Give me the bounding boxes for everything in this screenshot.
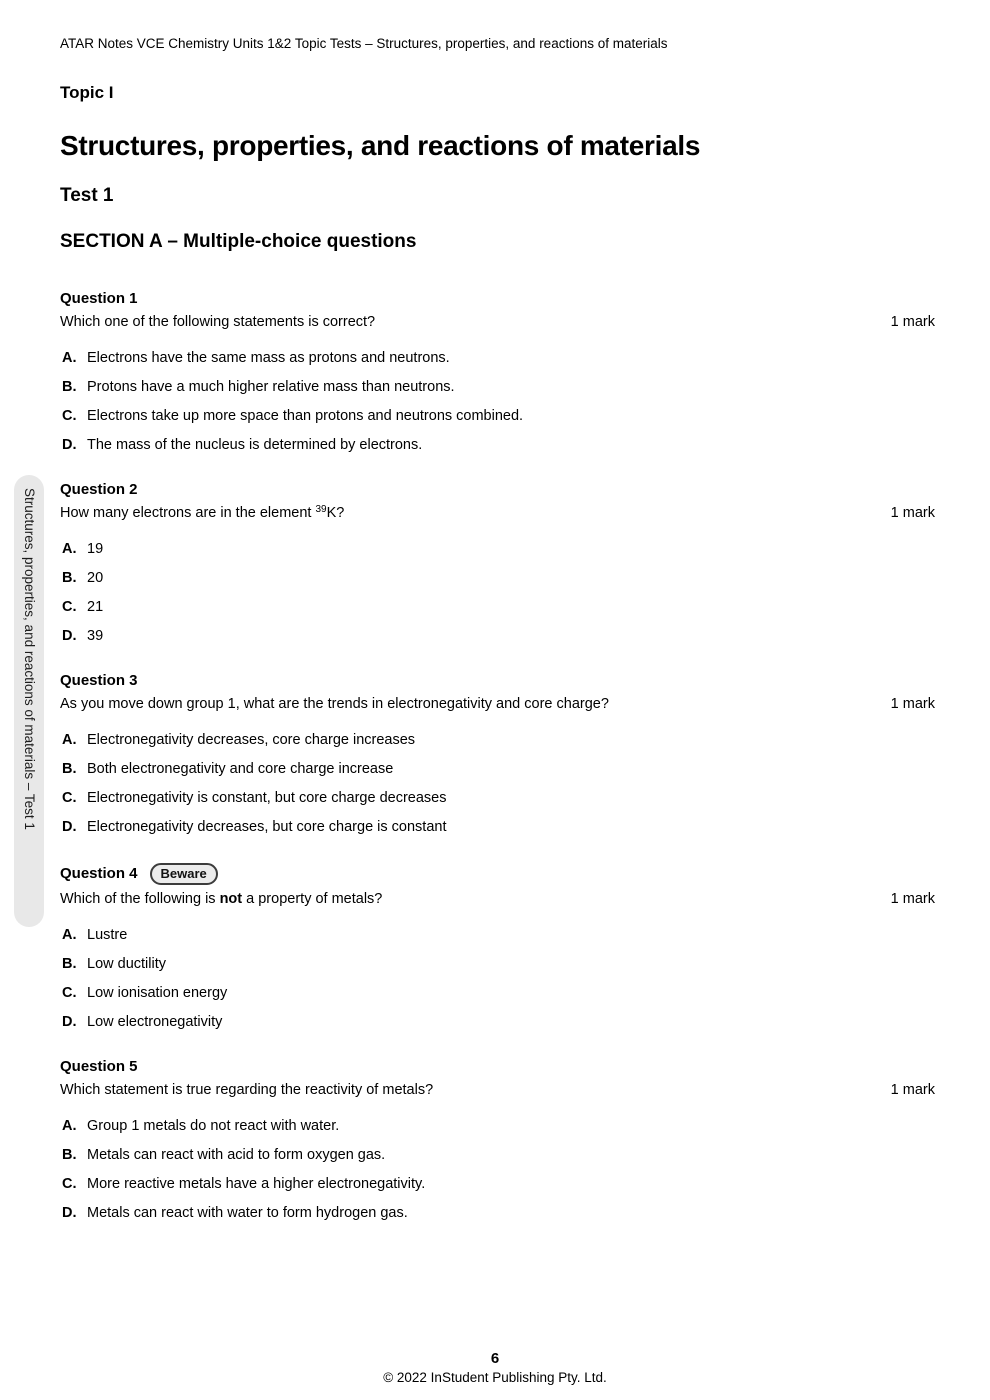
option-letter: C. bbox=[62, 408, 77, 424]
prompt-text: Which of the following is bbox=[60, 891, 220, 907]
option-row bbox=[62, 1117, 935, 1136]
question-prompt-row bbox=[60, 890, 935, 909]
option-text: 19 bbox=[87, 541, 104, 557]
option-text: Electronegativity decreases, core charge increases bbox=[87, 732, 416, 748]
marks-label: 1 mark bbox=[890, 696, 935, 712]
question-number: Question 2 bbox=[60, 481, 138, 498]
question-number: Question 4 bbox=[60, 865, 138, 882]
question-prompt-row bbox=[60, 313, 935, 332]
option-row bbox=[62, 818, 935, 837]
option-text: Both electronegativity and core charge increase bbox=[87, 761, 394, 777]
option-letter: B. bbox=[62, 570, 77, 586]
question-block bbox=[60, 672, 935, 837]
page-number: 6 bbox=[490, 1350, 500, 1367]
option-row bbox=[62, 627, 935, 646]
question-block bbox=[60, 481, 935, 646]
sidebar-tab-label: Structures, properties, and reactions of materials – Test 1 bbox=[22, 488, 37, 830]
option-letter: D. bbox=[62, 437, 77, 453]
option-list bbox=[62, 926, 935, 1032]
option-text: Low ionisation energy bbox=[87, 985, 228, 1001]
option-row bbox=[62, 436, 935, 455]
prompt-bold-word: not bbox=[219, 891, 243, 907]
option-text: Electrons have the same mass as protons and neutrons. bbox=[87, 350, 450, 366]
option-row bbox=[62, 598, 935, 617]
option-row bbox=[62, 926, 935, 945]
option-text: 39 bbox=[87, 628, 104, 644]
option-text: Low ductility bbox=[87, 956, 166, 972]
question-prompt bbox=[60, 504, 344, 523]
option-text: 20 bbox=[87, 570, 104, 586]
option-letter: A. bbox=[62, 732, 77, 748]
question-prompt-row bbox=[60, 695, 935, 714]
question-label bbox=[60, 481, 935, 499]
question-prompt: As you move down group 1, what are the trends in electronegativity and core charge? bbox=[60, 696, 609, 712]
option-list bbox=[62, 731, 935, 837]
option-list bbox=[62, 540, 935, 646]
option-letter: B. bbox=[62, 1147, 77, 1163]
question-label bbox=[60, 1058, 935, 1076]
option-text: Metals can react with water to form hydrogen gas. bbox=[87, 1205, 408, 1221]
option-letter: B. bbox=[62, 956, 77, 972]
option-row bbox=[62, 1146, 935, 1165]
prompt-text: How many electrons are in the element bbox=[60, 505, 316, 521]
marks-label: 1 mark bbox=[890, 891, 935, 907]
question-list bbox=[60, 290, 935, 1223]
option-letter: D. bbox=[62, 819, 77, 835]
page-footer bbox=[0, 1350, 990, 1386]
page-title: Structures, properties, and reactions of materials bbox=[60, 130, 701, 161]
option-text: Low electronegativity bbox=[87, 1014, 223, 1030]
question-prompt-row bbox=[60, 504, 935, 523]
option-letter: A. bbox=[62, 927, 77, 943]
option-letter: D. bbox=[62, 628, 77, 644]
option-letter: D. bbox=[62, 1205, 77, 1221]
option-letter: C. bbox=[62, 985, 77, 1001]
option-text: Lustre bbox=[87, 927, 128, 943]
option-row bbox=[62, 569, 935, 588]
option-text: Metals can react with acid to form oxygen gas. bbox=[87, 1147, 386, 1163]
option-letter: A. bbox=[62, 350, 77, 366]
option-text: Electrons take up more space than protons and neutrons combined. bbox=[87, 408, 524, 424]
option-row bbox=[62, 407, 935, 426]
option-row bbox=[62, 1204, 935, 1223]
marks-label: 1 mark bbox=[890, 1082, 935, 1098]
prompt-text: a property of metals? bbox=[242, 891, 383, 907]
question-block bbox=[60, 863, 935, 1032]
option-row bbox=[62, 731, 935, 750]
question-number: Question 5 bbox=[60, 1058, 138, 1075]
question-number: Question 1 bbox=[60, 290, 138, 307]
option-letter: C. bbox=[62, 1176, 77, 1192]
marks-label: 1 mark bbox=[890, 314, 935, 330]
section-heading: SECTION A – Multiple-choice questions bbox=[60, 231, 417, 252]
question-prompt-row bbox=[60, 1081, 935, 1100]
option-text: The mass of the nucleus is determined by electrons. bbox=[87, 437, 423, 453]
option-row bbox=[62, 1013, 935, 1032]
option-text: Group 1 metals do not react with water. bbox=[87, 1118, 340, 1134]
option-letter: A. bbox=[62, 1118, 77, 1134]
option-row bbox=[62, 984, 935, 1003]
option-letter: A. bbox=[62, 541, 77, 557]
option-row bbox=[62, 789, 935, 808]
question-label bbox=[60, 672, 935, 690]
test-heading: Test 1 bbox=[60, 185, 114, 206]
option-row bbox=[62, 540, 935, 559]
option-letter: C. bbox=[62, 790, 77, 806]
section-sidebar-tab bbox=[14, 475, 44, 927]
copyright-notice: © 2022 InStudent Publishing Pty. Ltd. bbox=[383, 1370, 607, 1385]
option-text: 21 bbox=[87, 599, 104, 615]
option-row bbox=[62, 349, 935, 368]
marks-label: 1 mark bbox=[890, 505, 935, 521]
question-number: Question 3 bbox=[60, 672, 138, 689]
topic-heading: Topic I bbox=[60, 83, 114, 102]
question-prompt: Which one of the following statements is correct? bbox=[60, 314, 376, 330]
option-text: Protons have a much higher relative mass than neutrons. bbox=[87, 379, 455, 395]
option-row bbox=[62, 378, 935, 397]
question-prompt bbox=[60, 890, 382, 909]
option-row bbox=[62, 1175, 935, 1194]
option-text: Electronegativity decreases, but core charge is constant bbox=[87, 819, 447, 835]
option-list bbox=[62, 349, 935, 455]
question-block bbox=[60, 1058, 935, 1223]
running-header: ATAR Notes VCE Chemistry Units 1&2 Topic Tests – Structures, properties, and reactions of materials bbox=[60, 36, 668, 51]
option-letter: B. bbox=[62, 761, 77, 777]
question-prompt: Which statement is true regarding the reactivity of metals? bbox=[60, 1082, 434, 1098]
prompt-text: K? bbox=[326, 505, 345, 521]
option-letter: C. bbox=[62, 599, 77, 615]
option-letter: B. bbox=[62, 379, 77, 395]
isotope-superscript: 39 bbox=[315, 504, 327, 515]
question-label bbox=[60, 290, 935, 308]
question-block bbox=[60, 290, 935, 455]
option-text: Electronegativity is constant, but core charge decreases bbox=[87, 790, 447, 806]
beware-badge: Beware bbox=[150, 863, 218, 885]
option-letter: D. bbox=[62, 1014, 77, 1030]
option-row bbox=[62, 760, 935, 779]
option-row bbox=[62, 955, 935, 974]
option-text: More reactive metals have a higher electronegativity. bbox=[87, 1176, 426, 1192]
question-label bbox=[60, 863, 935, 885]
option-list bbox=[62, 1117, 935, 1223]
